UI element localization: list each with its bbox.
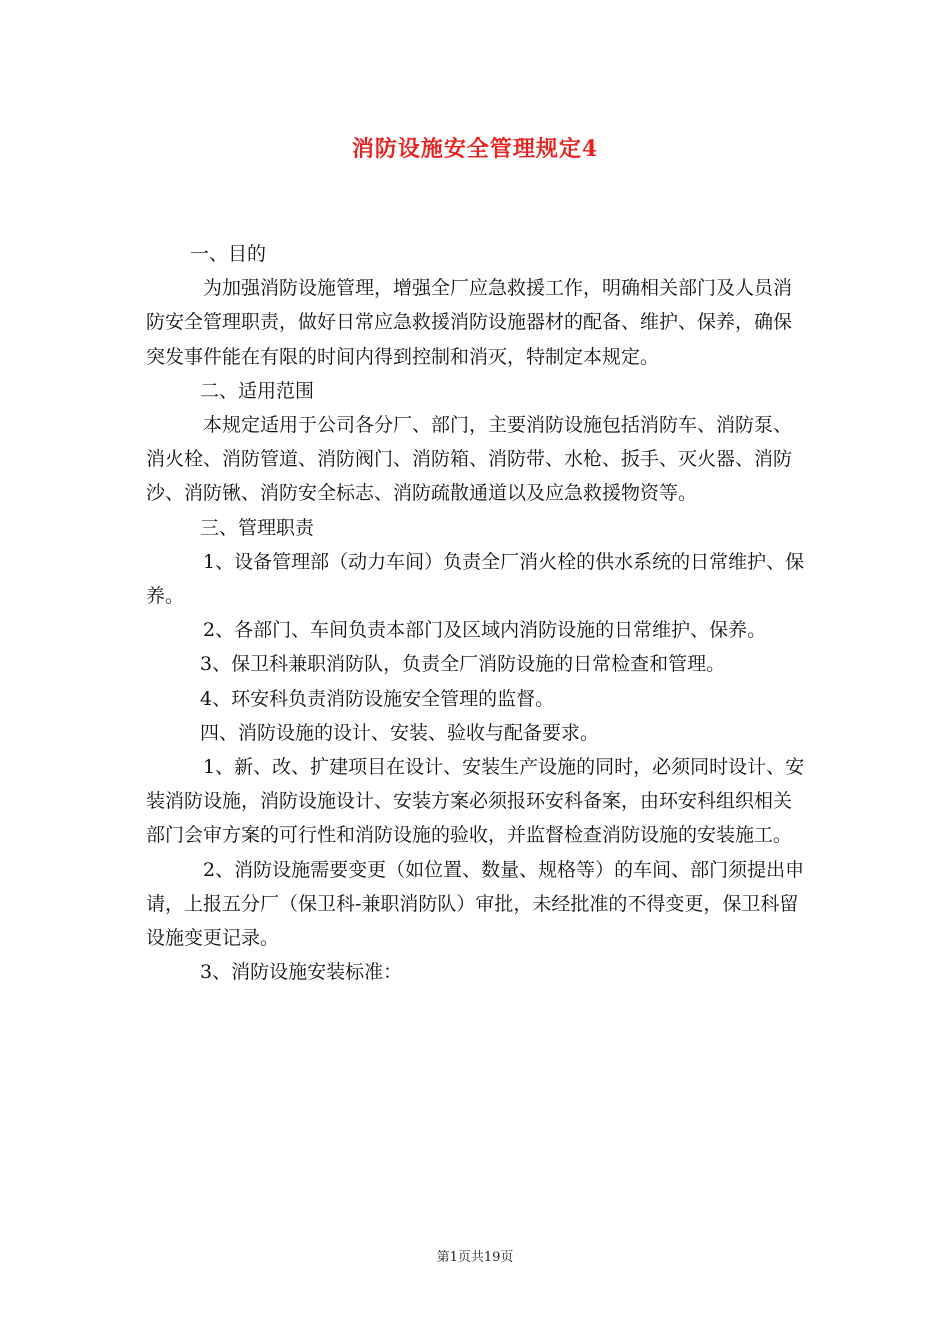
- section-heading-scope: 二、适用范围: [200, 379, 315, 402]
- page-number: 第1页共19页: [436, 1250, 514, 1265]
- document-title: 消防设施安全管理规定4: [351, 136, 599, 162]
- paragraph-responsibility-4: 4、环安科负责消防设施安全管理的监督。: [200, 687, 555, 710]
- section-heading-responsibilities: 三、管理职责: [200, 516, 315, 539]
- paragraph-responsibility-3: 3、保卫科兼职消防队，负责全厂消防设施的日常检查和管理。: [200, 653, 726, 676]
- paragraph-responsibility-2: 2、各部门、车间负责本部门及区域内消防设施的日常维护、保养。: [203, 619, 767, 642]
- paragraph-design-1: 1、新、改、扩建项目在设计、安装生产设施的同时，必须同时设计、安装消防设施，消防设施设计、安装方案必须报环安科备案，由环安科组织相关部门会审方案的可行性和消防设施的验收，并监督检查消防设施的安装施工。: [146, 756, 805, 847]
- document-body: [146, 237, 806, 989]
- paragraph-responsibility-1: 1、设备管理部（动力车间）负责全厂消火栓的供水系统的日常维护、保养。: [146, 550, 805, 608]
- paragraph-design-2: 2、消防设施需要变更（如位置、数量、规格等）的车间、部门须提出申请，上报五分厂（保卫科-兼职消防队）审批，未经批准的不得变更，保卫科留设施变更记录。: [146, 858, 805, 950]
- paragraph-purpose: 为加强消防设施管理，增强全厂应急救援工作，明确相关部门及人员消防安全管理职责，做好日常应急救援消防设施器材的配备、维护、保养，确保突发事件能在有限的时间内得到控制和消灭，特制定本规定。: [146, 277, 793, 368]
- paragraph-scope: 本规定适用于公司各分厂、部门，主要消防设施包括消防车、消防泵、消火栓、消防管道、消防阀门、消防箱、消防带、水枪、扳手、灭火器、消防沙、消防锹、消防安全标志、消防疏散通道以及应急救援物资等。: [146, 414, 793, 505]
- section-heading-purpose: 一、目的: [190, 243, 267, 265]
- section-heading-design-requirements: 四、消防设施的设计、安装、验收与配备要求。: [200, 721, 600, 744]
- paragraph-design-3: 3、消防设施安装标准：: [200, 961, 403, 984]
